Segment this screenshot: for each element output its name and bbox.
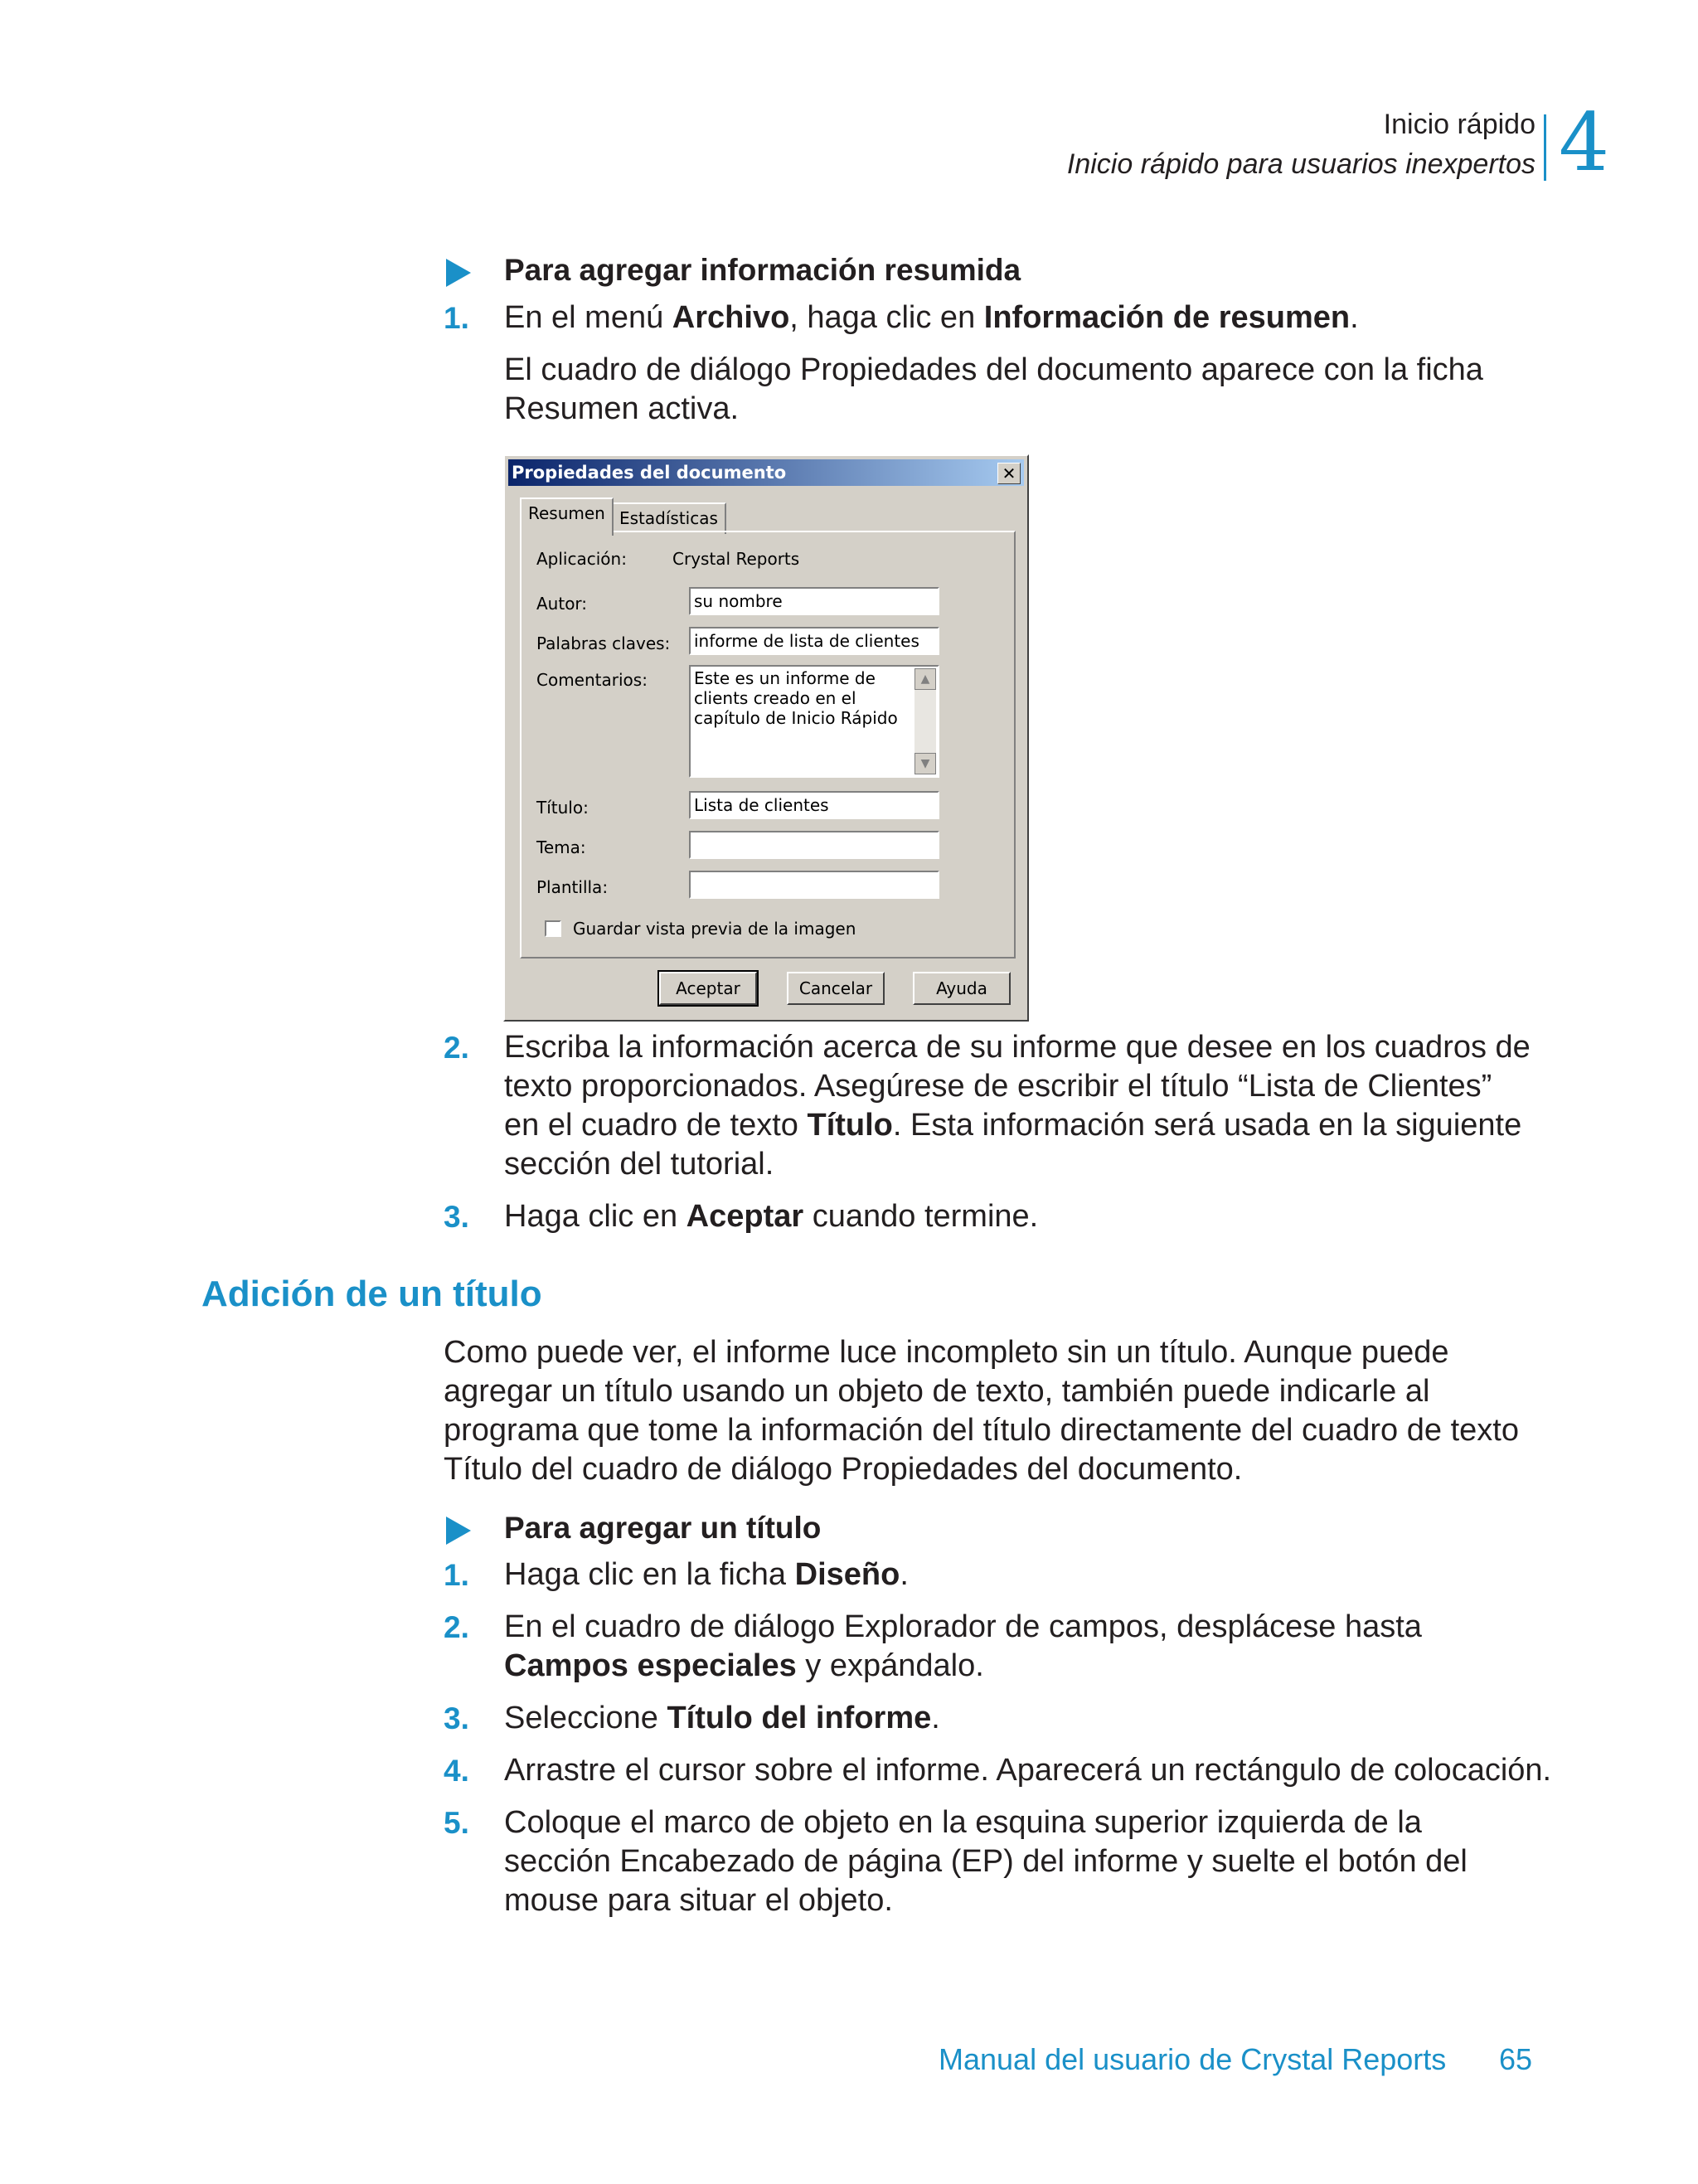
chapter-number: 4 bbox=[1559, 96, 1610, 189]
step-number: 1. bbox=[444, 301, 469, 335]
footer-manual-title: Manual del usuario de Crystal Reports bbox=[939, 2042, 1447, 2076]
aplicacion-value: Crystal Reports bbox=[672, 549, 800, 569]
comentarios-field[interactable] bbox=[689, 665, 939, 778]
close-icon[interactable]: ✕ bbox=[997, 463, 1021, 484]
scrollbar[interactable] bbox=[914, 668, 936, 774]
step-text-line: texto proporcionados. Asegúrese de escribir el título “Lista de Clientes” bbox=[504, 1069, 1492, 1104]
step-text: En el menú Archivo, haga clic en Información de resumen. bbox=[504, 300, 1359, 335]
comentarios-text: Este es un informe de clients creado en el capítulo de Inicio Rápido bbox=[694, 668, 898, 728]
step-text-line: Escriba la información acerca de su informe que desee en los cuadros de bbox=[504, 1030, 1531, 1065]
titulo-field[interactable]: Lista de clientes bbox=[689, 791, 939, 819]
step-number: 4. bbox=[444, 1754, 469, 1788]
procedure-title: Para agregar un título bbox=[504, 1511, 822, 1545]
ok-button[interactable]: Aceptar bbox=[659, 972, 757, 1005]
tema-field[interactable] bbox=[689, 831, 939, 859]
step-text: Haga clic en Aceptar cuando termine. bbox=[504, 1199, 1039, 1234]
paragraph-line: Como puede ver, el informe luce incompleto sin un título. Aunque puede bbox=[444, 1335, 1449, 1370]
label-aplicacion: Aplicación: bbox=[536, 549, 627, 569]
step-number: 2. bbox=[444, 1031, 469, 1065]
procedure-arrow-icon bbox=[446, 259, 471, 287]
step-text-line: en el cuadro de texto Título. Esta información será usada en la siguiente bbox=[504, 1108, 1522, 1143]
plantilla-field[interactable] bbox=[689, 871, 939, 899]
label-plantilla: Plantilla: bbox=[536, 877, 609, 897]
step-note-line: El cuadro de diálogo Propiedades del documento aparece con la ficha bbox=[504, 352, 1483, 387]
step-text-line: Campos especiales y expándalo. bbox=[504, 1648, 984, 1683]
step-note-line: Resumen activa. bbox=[504, 391, 740, 426]
checkbox-label: Guardar vista previa de la imagen bbox=[573, 919, 856, 939]
step-text: Haga clic en la ficha Diseño. bbox=[504, 1557, 909, 1592]
label-autor: Autor: bbox=[536, 594, 588, 614]
step-number: 3. bbox=[444, 1701, 469, 1735]
step-text: Seleccione Título del informe. bbox=[504, 1701, 940, 1735]
step-number: 5. bbox=[444, 1806, 469, 1840]
step-number: 2. bbox=[444, 1610, 469, 1644]
label-titulo: Título: bbox=[536, 798, 589, 818]
running-header bbox=[829, 108, 1535, 187]
step-text-line: sección Encabezado de página (EP) del informe y suelte el botón del bbox=[504, 1844, 1468, 1879]
step-number: 1. bbox=[444, 1558, 469, 1592]
cancel-button[interactable]: Cancelar bbox=[787, 972, 885, 1005]
step-text: Arrastre el cursor sobre el informe. Aparecerá un rectángulo de colocación. bbox=[504, 1753, 1552, 1788]
preview-checkbox[interactable] bbox=[545, 920, 561, 937]
properties-dialog bbox=[503, 454, 1029, 1022]
label-tema: Tema: bbox=[536, 837, 586, 857]
step-text-line: sección del tutorial. bbox=[504, 1147, 774, 1182]
section-title: Inicio rápido para usuarios inexpertos bbox=[1066, 148, 1535, 180]
step-text-line: mouse para situar el objeto. bbox=[504, 1883, 893, 1918]
procedure-title: Para agregar información resumida bbox=[504, 253, 1021, 287]
help-button[interactable]: Ayuda bbox=[913, 972, 1011, 1005]
palabras-claves-field[interactable]: informe de lista de clientes bbox=[689, 627, 939, 655]
section-heading: Adición de un título bbox=[201, 1274, 542, 1314]
header-divider bbox=[1544, 114, 1546, 181]
paragraph-line: programa que tome la información del título directamente del cuadro de texto bbox=[444, 1413, 1519, 1448]
chapter-title: Inicio rápido bbox=[1383, 109, 1535, 140]
paragraph-line: agregar un título usando un objeto de texto, también puede indicarle al bbox=[444, 1374, 1430, 1409]
tab-resumen[interactable]: Resumen bbox=[520, 497, 614, 536]
dialog-title: Propiedades del documento bbox=[508, 459, 1024, 486]
paragraph-line: Título del cuadro de diálogo Propiedades del documento. bbox=[444, 1452, 1243, 1487]
tab-estadisticas[interactable]: Estadísticas bbox=[611, 502, 726, 534]
scroll-down-icon[interactable]: ▼ bbox=[914, 753, 936, 774]
step-text-line: Coloque el marco de objeto en la esquina superior izquierda de la bbox=[504, 1805, 1422, 1840]
scroll-up-icon[interactable]: ▲ bbox=[914, 668, 936, 690]
step-text-line: En el cuadro de diálogo Explorador de campos, desplácese hasta bbox=[504, 1609, 1422, 1644]
procedure-arrow-icon bbox=[446, 1517, 471, 1545]
tab-panel bbox=[520, 531, 1016, 959]
label-palabras: Palabras claves: bbox=[536, 633, 671, 653]
step-number: 3. bbox=[444, 1200, 469, 1234]
autor-field[interactable]: su nombre bbox=[689, 587, 939, 615]
page-number: 65 bbox=[1499, 2042, 1533, 2076]
label-comentarios: Comentarios: bbox=[536, 670, 648, 690]
